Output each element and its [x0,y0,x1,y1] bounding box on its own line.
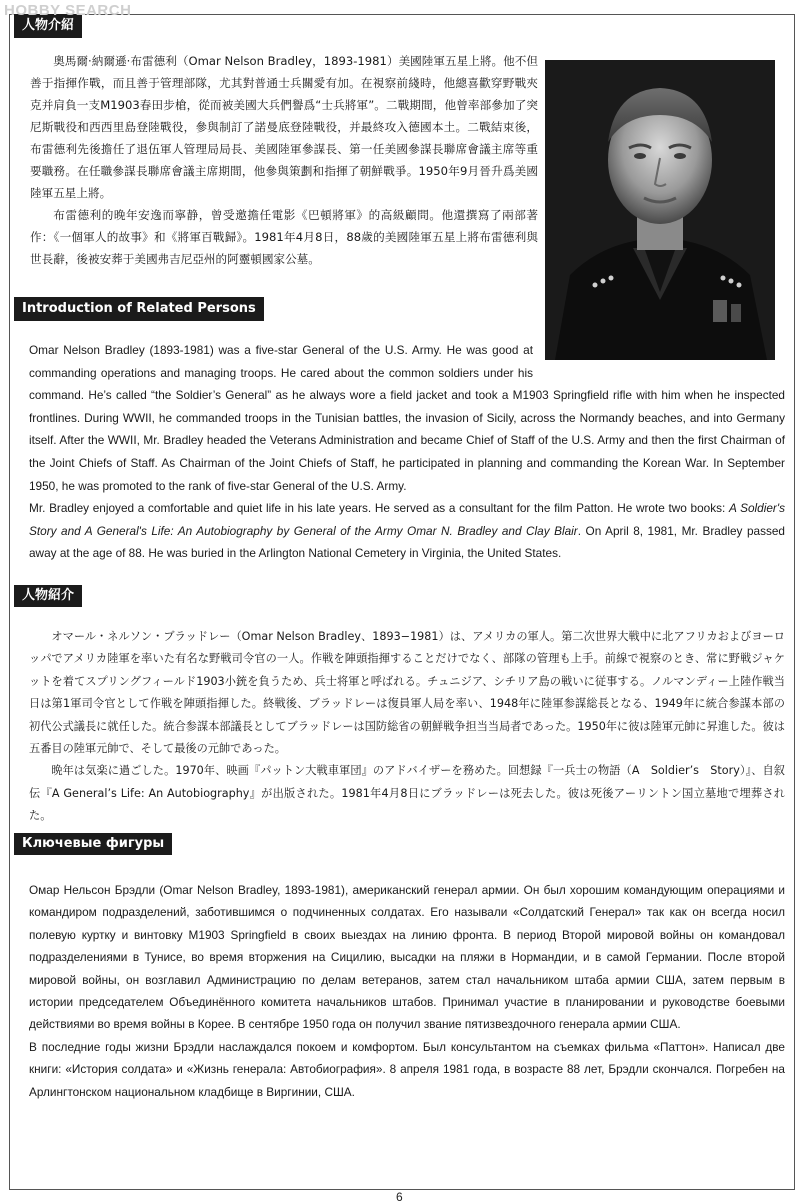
paragraph-ja-2: 晩年は気楽に過ごした。1970年、映画『パットン大戦車軍団』のアドバイザーを務めた。回想録『一兵士の物語（A Soldier’s Story）』、自叙伝『A General’s Life: An Autobiography』が出版された。1981年4月8日にブラッドレーは死去した。彼は死後アーリントン国立墓地で埋葬された。 [29,764,785,823]
paragraph-en-2-end: . On April 8, 1981, Mr. Bradley passed away at the age of 88. He was buried in the Arlington National Cemetery in Virginia, the United States. [29,523,785,561]
paragraph-ja-1: オマール・ネルソン・ブラッドレー（Omar Nelson Bradley、1893−1981）は、アメリカの軍人。第二次世界大戦中に北アフリカおよびヨーロッパでアメリカ陸軍を率いた有名な野戦司令官の一人。作戦を陣頭指揮することだけでなく、部隊の管理も上手。前線で視察のとき、常に野戦ジャケットを着てスプリングフィールド1903小銃を負うため、兵士将軍と呼ばれる。チュニジア、シチリア島の戦いに従事する。ノルマンディー上陸作戦当日は第1軍司令官として作戦を陣頭指揮した。終戦後、ブラッドレーは復員軍人局を率い、1948年に陸軍参謀総長となる、1949年に統合参謀本部の初代公式議長に就任した。統合参謀本部議長としてブラッドレーは国防総省の朝鮮戦争担当当局者であった。1950年に彼は陸軍元帥に昇進した。彼は五番目の陸軍元帥で、そして最後の元帥であった。 [29,630,785,756]
paragraph-en-1-text: Omar Nelson Bradley (1893-1981) was a five-star General of the U.S. Army. He was good at commanding operations and managing troops. He cared about the common soldiers under his command. He’s called “the Soldier’s General” as he always wore a field jacket and took a M1903 Springfield rifle with him when he inspected frontlines. During WWII, he commanded troops in the Tunisian battles, the invasion of Sicily, across the Normandy beaches, and into Germany itself. After the WWII, Mr. Bradley headed the Veterans Administration and became Chief of Staff of the U.S. Army and then the first Chairman of the Joint Chiefs of Staff. As Chairman of the Joint Chiefs of Staff, he participated in planning and commanding the Korean War. In September 1950, he was promoted to the rank of five-star General of the U.S. Army. [29,343,785,493]
photo-wrap-spacer [533,339,785,379]
books-title: A Soldier's Story and A General's Life: An Autobiography by General of the Army Omar N. Bradley and Clay Blair [29,501,785,538]
paragraph-zh-1: 奧馬爾·納爾遜·布雷德利（Omar Nelson Bradley，1893-1981）美國陸軍五星上將。他不但善于指揮作戰，而且善于管理部隊，尤其對普通士兵關愛有加。在視察前綫時，他總喜歡穿野戰夾克并肩負一支M1903春田步槍，從而被美國大兵們譽爲“士兵將軍”。二戰期間，他曾率部參加了突尼斯戰役和西西里島登陸戰役，參與制訂了諾曼底登陸戰役，并最終攻入德國本土。二戰結束後，布雷德利先後擔任了退伍軍人管理局局長、美國陸軍參謀長、第一任美國參謀長聯席會議主席等重要職務。在任職參謀長聯席會議主席期間，他參與策劃和指揮了朝鮮戰爭。1950年9月晉升爲美國陸軍五星上將。 [30,54,538,200]
heading-en: Introduction of Related Persons [14,297,264,321]
heading-ja: 人物紹介 [14,585,82,607]
page-number: 6 [396,1190,403,1204]
heading-ru: Ключевые фигуры [14,833,172,855]
paragraphs-en [29,339,785,565]
bradley-portrait-photo [545,60,775,360]
heading-zh: 人物介紹 [14,14,82,38]
paragraph-en-2 [29,497,785,565]
watermark-logo: HOBBY SEARCH [4,2,132,19]
paragraph-ru-2: В последние годы жизни Брэдли наслаждался покоем и комфортом. Был консультантом на съемках фильма «Паттон». Написал две книги: «История солдата» и «Жизнь генерала: Автобиография». 8 апреля 1981 года, в возрасте 88 лет, Брэдли скончался. Погребен на Арлингтонском национальном кладбище в Виргинии, США. [29,1039,785,1099]
paragraph-en-1 [29,339,785,497]
paragraph-en-2-start: Mr. Bradley enjoyed a comfortable and quiet life in his late years. He served as a consultant for the film Patton. He wrote two books: [29,501,729,516]
paragraph-ru-1: Омар Нельсон Брэдли (Omar Nelson Bradley, 1893-1981), американский генерал армии. Он был хорошим командующим операциями и командиром подразделений, заботившимся о подчиненных солдатах. Его называли «Солдатский Генерал» так как он всегда носил полевую куртку и винтовку M1903 Springfield в своих выездах на линию фронта. В период Второй мировой войны он командовал подразделениями в Тунисе, во время вторжения на Сицилию, высадки на пляжи в Нормандии, и в самой Германии. После второй мировой войны, он возглавил Администрацию по делам ветеранов, затем стал начальником штаба армии США, затем первым в истории председателем Объединённого комитета начальников штабов. Принимал участие в планировании и руководстве боевыми действиями во время войны в Корее. В сентябре 1950 года он получил звание пятизвездочного генерала армии США. [29,883,785,1032]
paragraph-zh-2: 布雷德利的晚年安逸而寧静，曾受邀擔任電影《巴頓將軍》的高級顧問。他還撰寫了兩部著作：《一個軍人的故事》和《將軍百戰歸》。1981年4月8日，88歲的美國陸軍五星上將布雷德利與世長辭，後被安葬于美國弗吉尼亞州的阿靈頓國家公墓。 [30,208,538,266]
paragraphs-zh [30,50,538,270]
paragraphs-ja [29,626,785,828]
paragraphs-ru [29,879,785,1103]
